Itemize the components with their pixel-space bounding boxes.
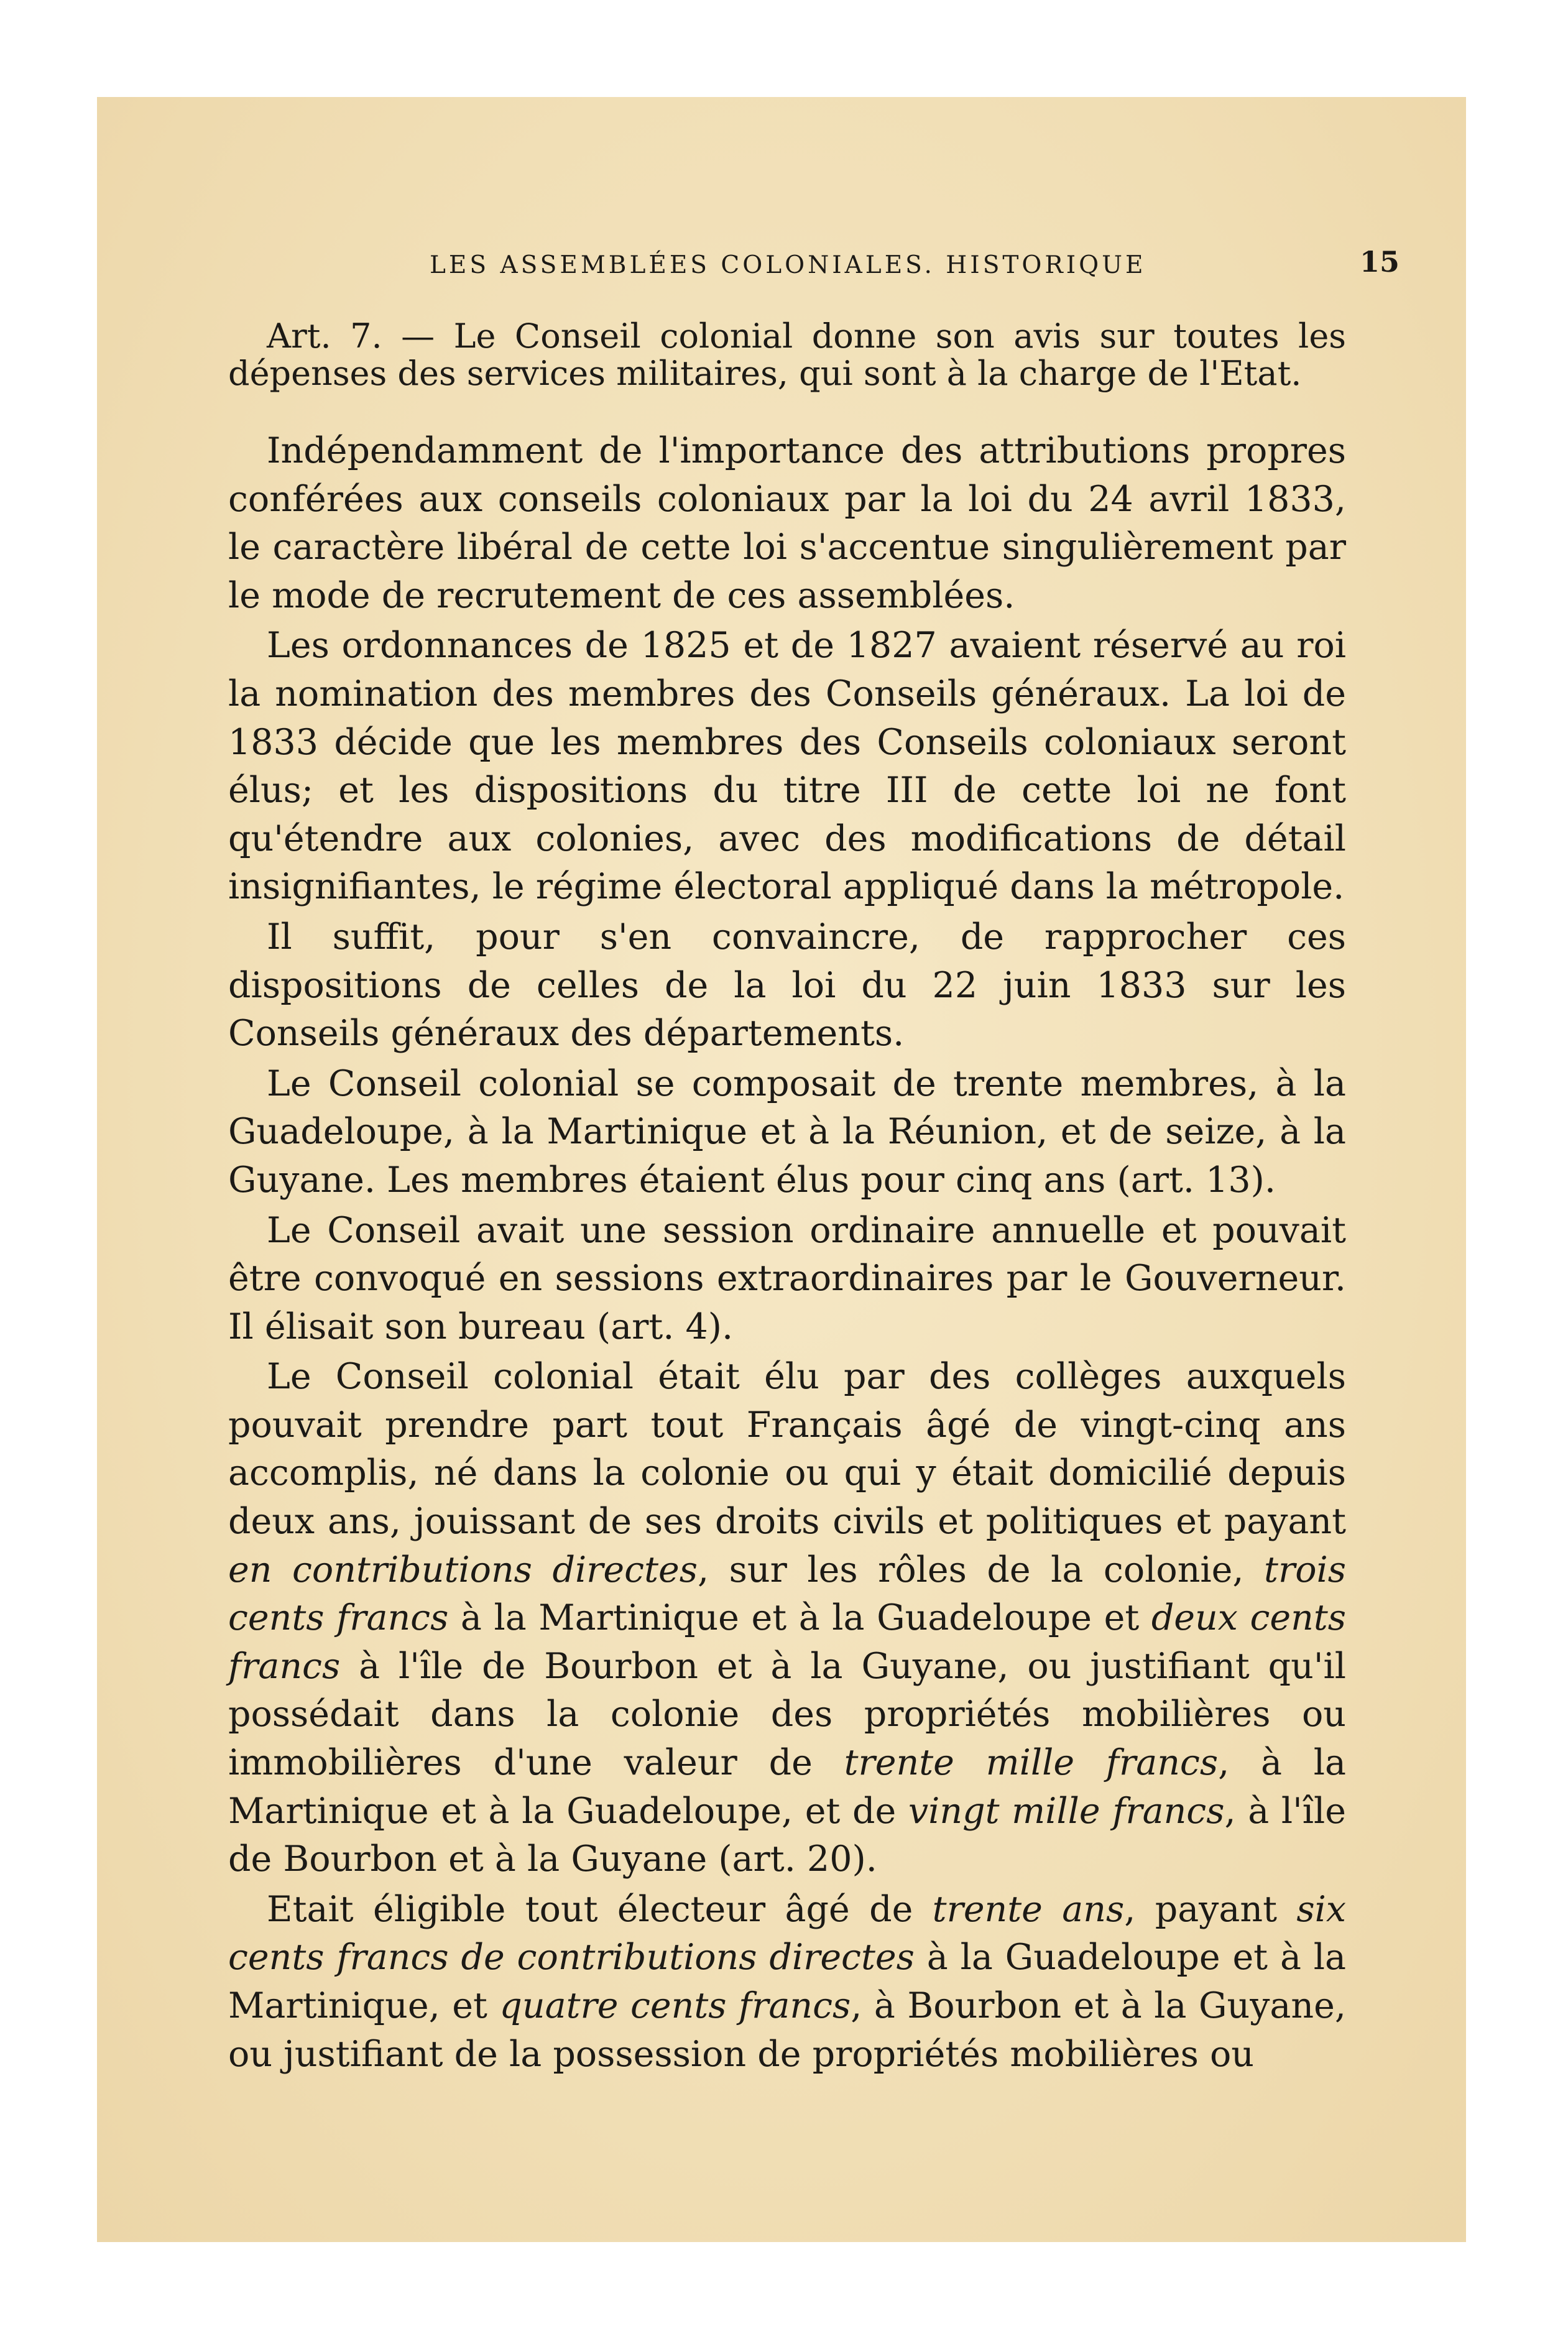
- italic-run: deux cents francs: [228, 1597, 1346, 1687]
- italic-run: trente mille francs: [844, 1742, 1219, 1784]
- paragraph: [228, 1886, 1346, 2079]
- paragraph: [228, 1353, 1346, 1884]
- text-run: Art. 7. — Le Conseil colonial donne son avis sur toutes les dépenses des services militaires, qui sont à la charge de l'Etat.: [228, 316, 1346, 393]
- text-run: Le Conseil colonial se composait de trente membres, à la Guadeloupe, à la Martinique et à la Réunion, et de seize, à la Guyane. Les membres étaient élus pour cinq ans (art. 13).: [228, 1063, 1346, 1201]
- running-title: LES ASSEMBLÉES COLONIALES. HISTORIQUE: [430, 251, 1146, 279]
- paragraph: [228, 1207, 1346, 1352]
- italic-run: en contributions directes: [228, 1549, 698, 1590]
- text-run: Il suffit, pour s'en convaincre, de rapprocher ces dispositions de celles de la loi du 22 juin 1833 sur les Conseils généraux des départements.: [228, 916, 1346, 1055]
- text-run: , à Bourbon et à la Guyane, ou justifiant de la possession de propriétés mobilières ou: [228, 1985, 1346, 2075]
- body-text: [228, 318, 1346, 2079]
- text-run: Le Conseil colonial était élu par des collèges auxquels pouvait prendre part tout Français âgé de vingt-cinq ans accomplis, né dans la colonie ou qui y était domicilié depuis deux ans, jouissant de ses droits civils et politiques et payant: [228, 1356, 1346, 1543]
- italic-run: trois cents francs: [228, 1549, 1346, 1639]
- page-header: [430, 245, 1400, 295]
- text-run: à la Guadeloupe et à la Martinique, et: [228, 1937, 1347, 2026]
- text-run: à l'île de Bourbon et à la Guyane, ou justifiant qu'il possédait dans la colonie des propriétés mobilières ou immobilières d'une valeur de: [228, 1645, 1346, 1784]
- text-run: Le Conseil avait une session ordinaire annuelle et pouvait être convoqué en sessions extraordinaires par le Gouverneur. Il élisait son bureau (art. 4).: [228, 1209, 1346, 1347]
- paragraph: [228, 427, 1346, 620]
- text-run: Les ordonnances de 1825 et de 1827 avaient réservé au roi la nomination des membres des Conseils généraux. La loi de 1833 décide que les membres des Conseils coloniaux seront élus; et les dispositions du titre III de cette loi ne font qu'étendre aux colonies, avec des modifications de détail insignifiantes, le régime électoral appliqué dans la métropole.: [228, 625, 1346, 908]
- page-number: 15: [1359, 245, 1400, 279]
- text-run: , à l'île de Bourbon et à la Guyane (art. 20).: [228, 1790, 1346, 1880]
- paragraph: [228, 622, 1346, 911]
- text-run: Etait éligible tout électeur âgé de: [267, 1888, 933, 1930]
- italic-run: six cents francs de contributions directes: [228, 1888, 1346, 1978]
- paragraph: [228, 1060, 1346, 1205]
- paragraph-article-7: [228, 318, 1346, 392]
- paragraph: [228, 913, 1346, 1058]
- italic-run: quatre cents francs: [499, 1985, 851, 2026]
- italic-run: trente ans: [932, 1888, 1125, 1930]
- text-run: à la Martinique et à la Guadeloupe et: [448, 1597, 1151, 1639]
- text-run: , sur les rôles de la colonie,: [697, 1549, 1265, 1590]
- text-run: Indépendamment de l'importance des attributions propres conférées aux conseils coloniaux par la loi du 24 avril 1833, le caractère libéral de cette loi s'accentue singulièrement par le mode de recrutement de ces assemblées.: [228, 430, 1346, 616]
- text-run: , à la Martinique et à la Guadeloupe, et de: [228, 1742, 1346, 1832]
- text-run: , payant: [1124, 1888, 1297, 1930]
- book-page: [97, 97, 1466, 2242]
- italic-run: vingt mille francs: [908, 1790, 1225, 1832]
